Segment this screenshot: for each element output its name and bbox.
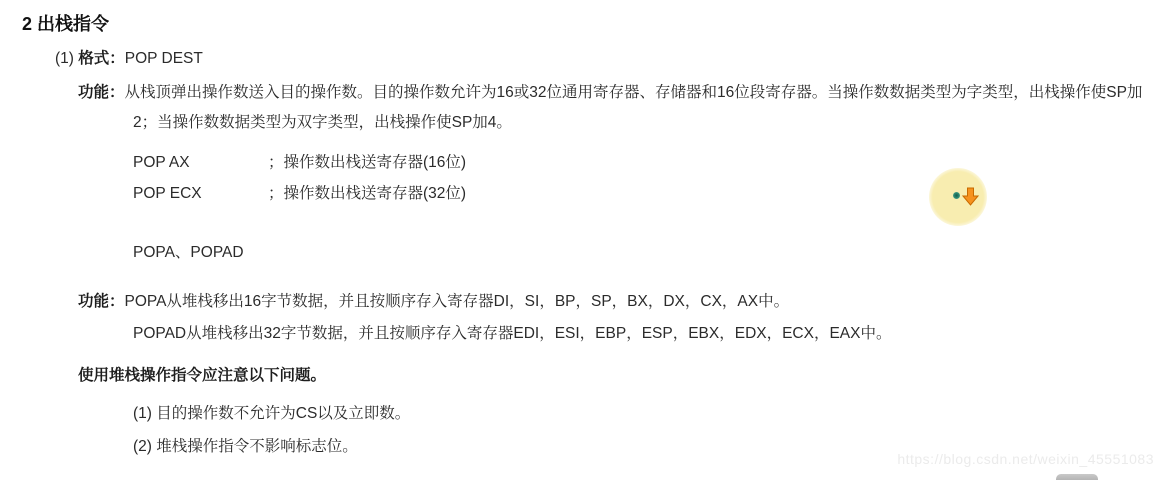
- popad-function-line: POPAD从堆栈移出32字节数据，并且按顺序存入寄存器EDI，ESI，EBP，ESP，EBX，EDX，ECX，EAX中。: [133, 325, 892, 342]
- code-line: [133, 147, 466, 178]
- orange-down-arrow-icon: [962, 187, 979, 206]
- code-instruction: POP AX: [133, 154, 190, 171]
- code-comment: ；操作数出栈送寄存器(16位): [268, 154, 467, 171]
- code-comment: ；操作数出栈送寄存器(32位): [268, 185, 467, 202]
- code-instruction: POP ECX: [133, 185, 202, 202]
- note-item: (2) 堆栈操作指令不影响标志位。: [133, 438, 358, 455]
- csdn-watermark: https://blog.csdn.net/weixin_45551083: [897, 451, 1154, 467]
- format-line: [55, 46, 203, 68]
- format-prefix: (1): [55, 50, 79, 67]
- function-paragraph-pop: [78, 78, 1164, 138]
- note-item: (1) 目的操作数不允许为CS以及立即数。: [133, 405, 411, 422]
- notes-heading: 使用堆栈操作指令应注意以下问题。: [78, 367, 327, 384]
- popa-instructions: POPA、POPAD: [133, 244, 244, 261]
- page-title: 2 出栈指令: [22, 14, 110, 34]
- code-example-block: [133, 147, 466, 209]
- function-text: 从栈顶弹出操作数送入目的操作数。目的操作数允许为16或32位通用寄存器、存储器和16位段寄存器。当操作数数据类型为字类型，出栈操作使SP加2；当操作数数据类型为双字类型，出栈操作使SP加4。: [124, 84, 1143, 131]
- code-line: [133, 178, 466, 209]
- popa-function-text: POPA从堆栈移出16字节数据，并且按顺序存入寄存器DI，SI，BP，SP，BX，DX，CX，AX中。: [124, 293, 790, 310]
- teal-cursor-dot-icon: [953, 192, 960, 199]
- function-label: 功能：: [78, 293, 125, 310]
- video-control-fragment: [1056, 474, 1098, 480]
- format-label: 格式：: [78, 50, 125, 67]
- function-paragraph-popa: [78, 286, 891, 350]
- function-label: 功能：: [78, 84, 125, 101]
- format-value: POP DEST: [124, 50, 203, 67]
- popa-function-line: [78, 286, 891, 318]
